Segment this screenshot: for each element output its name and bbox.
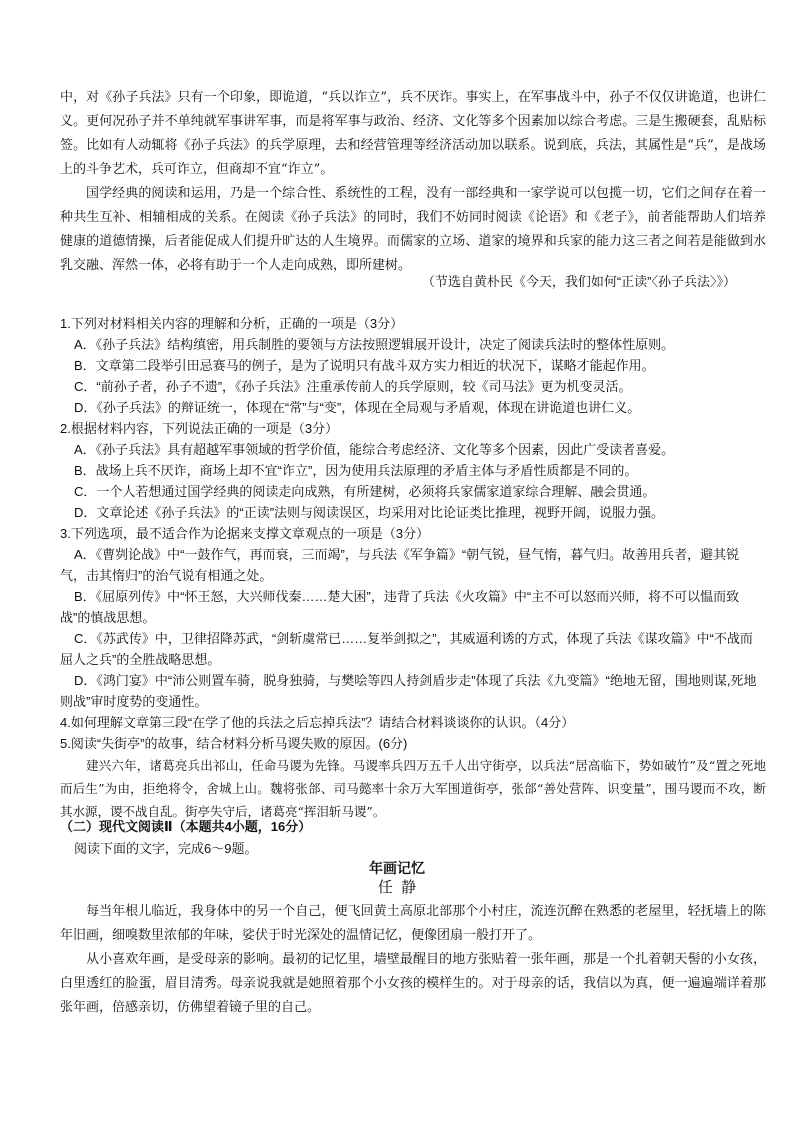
question-3-option-c: C．《苏武传》中，卫律招降苏武，“剑斩虞常已……复举剑拟之”，其威逼利诱的方式，体现了兵法《谋攻篇》中“不战而屈人之兵”的全胜战略思想。 (60, 631, 753, 667)
question-1-option-d: D．《孙子兵法》的辩证统一，体现在“常”与“变”，体现在全局观与矛盾观，体现在讲诡道也讲仁义。 (74, 400, 641, 415)
question-5-stem: 5.阅读“失街亭”的故事，结合材料分析马谡失败的原因。(6分) (60, 736, 408, 751)
question-3-option-b: B．《屈原列传》中“怀王怒，大兴师伐秦……楚大困”，违背了兵法《火攻篇》中“主不可以怒而兴师，将不可以愠而致战”的慎战思想。 (60, 589, 740, 625)
question-2-option-a: A．《孙子兵法》具有超越军事领域的哲学价值，能综合考虑经济、文化等多个因素，因此广受读者喜爱。 (74, 442, 675, 457)
passage-paragraph: 中，对《孙子兵法》只有一个印象，即诡道，“兵以诈立”，兵不厌诈。事实上，在军事战斗中，孙子不仅仅讲诡道，也讲仁义。更何况孙子并不单纯就军事讲军事，而是将军事与政治、经济、文化等多个因素加以综合考虑。三是生搬硬套，乱贴标签。比如有人动辄将《孙子兵法》的兵学原理，去和经营管理等经济活动加以联系。说到底，兵法，其属性是“兵”，是战场上的斗争艺术，兵可诈立，但商却不宜“诈立”。 (60, 90, 766, 177)
question-3-option-a: A．《曹刿论战》中“一鼓作气，再而衰，三而竭”，与兵法《军争篇》“朝气锐，昼气惰，暮气归。故善用兵者，避其锐气，击其惰归”的治气说有相通之处。 (60, 547, 740, 583)
question-1-stem: 1.下列对材料相关内容的理解和分析，正确的一项是（3分） (60, 316, 404, 331)
question-5-story: 建兴六年，诸葛亮兵出祁山，任命马谡为先锋。马谡率兵四万五千人出守街亭，以兵法“居高临下，势如破竹”及“置之死地而后生”为由，拒绝将令，舍城上山。魏将张郃、司马懿率十余万大军围道街亭，张郃“善处营阵、识变量”，围马谡而不攻，断其水源，谡不战自乱。街亭失守后，诸葛亮“挥泪斩马谡”。 (60, 758, 766, 819)
question-2-option-c: C．一个人若想通过国学经典的阅读走向成熟，有所建树，必须将兵家儒家道家综合理解、融会贯通。 (74, 484, 656, 499)
passage-source: （节选自黄朴民《今天，我们如何“正读”〈孙子兵法〉》） (421, 274, 736, 289)
question-3-option-d: D．《鸿门宴》中“沛公则置车骑，脱身独骑，与樊哙等四人持剑盾步走”体现了兵法《九变篇》“绝地无留，围地则谋,死地则战”审时度势的变通性。 (60, 673, 757, 709)
passage-paragraph: 国学经典的阅读和运用，乃是一个综合性、系统性的工程，没有一部经典和一家学说可以包揽一切，它们之间存在着一种共生互补、相辅相成的关系。在阅读《孙子兵法》的同时，我们不妨同时阅读《论语》和《老子》，前者能帮助人们培养健康的道德情操，后者能促成人们提升旷达的人生境界。而儒家的立场、道家的境界和兵家的能力这三者之间若是能做到水乳交融、浑然一体，必将有助于一个人走向成熟，即所建树。 (60, 186, 766, 273)
question-3-stem: 3.下列选项，最不适合作为论据来支撑文章观点的一项是（3分） (60, 526, 430, 541)
question-2-option-b: B．战场上兵不厌诈，商场上却不宜“诈立”，因为使用兵法原理的矛盾主体与矛盾性质都是不同的。 (74, 463, 638, 478)
question-2-stem: 2.根据材料内容，下列说法正确的一项是（3分） (60, 421, 339, 436)
article-paragraph: 从小喜欢年画，是受母亲的影响。最初的记忆里，墙壁最醒目的地方张贴着一张年画，那是一个扎着朝天髻的小女孩，白里透红的脸蛋，眉目清秀。母亲说我就是她照着那个小女孩的模样生的。对于母亲的话，我信以为真，便一遍遍端详着那张年画，倍感亲切，仿佛望着镜子里的自己。 (60, 952, 766, 1015)
article-title: 年画记忆 (369, 860, 425, 876)
article-paragraph: 每当年根儿临近，我身体中的另一个自己，便飞回黄土高原北部那个小村庄，流连沉醉在熟悉的老屋里，轻抚墙上的陈年旧画，细嗅数里浓郁的年味，娑伏于时光深处的温情记忆，便像团扇一般打开了。 (60, 904, 766, 943)
question-1-option-c: C．“前孙子者，孙子不遗”，《孙子兵法》注重承传前人的兵学原则，较《司马法》更为机变灵活。 (74, 379, 632, 394)
question-1-option-a: A．《孙子兵法》结构缜密，用兵制胜的要领与方法按照逻辑展开设计，决定了阅读兵法时的整体性原则。 (74, 337, 675, 352)
section-heading: （二）现代文阅读Ⅱ（本题共4小题，16分） (60, 819, 312, 834)
question-4-stem: 4.如何理解文章第三段“在学了他的兵法之后忘掉兵法”？请结合材料谈谈你的认识。（4分） (60, 715, 575, 730)
question-2-option-d: D．文章论述《孙子兵法》的“正读”法则与阅读误区，均采用对比论证类比推理，视野开阔，说服力强。 (74, 505, 665, 520)
article-author: 任 静 (377, 879, 417, 896)
question-1-option-b: B．文章第二段举引田忌赛马的例子，是为了说明只有战斗双方实力相近的状况下，谋略才能起作用。 (74, 358, 655, 373)
section-instruction: 阅读下面的文字，完成6～9题。 (74, 841, 258, 856)
